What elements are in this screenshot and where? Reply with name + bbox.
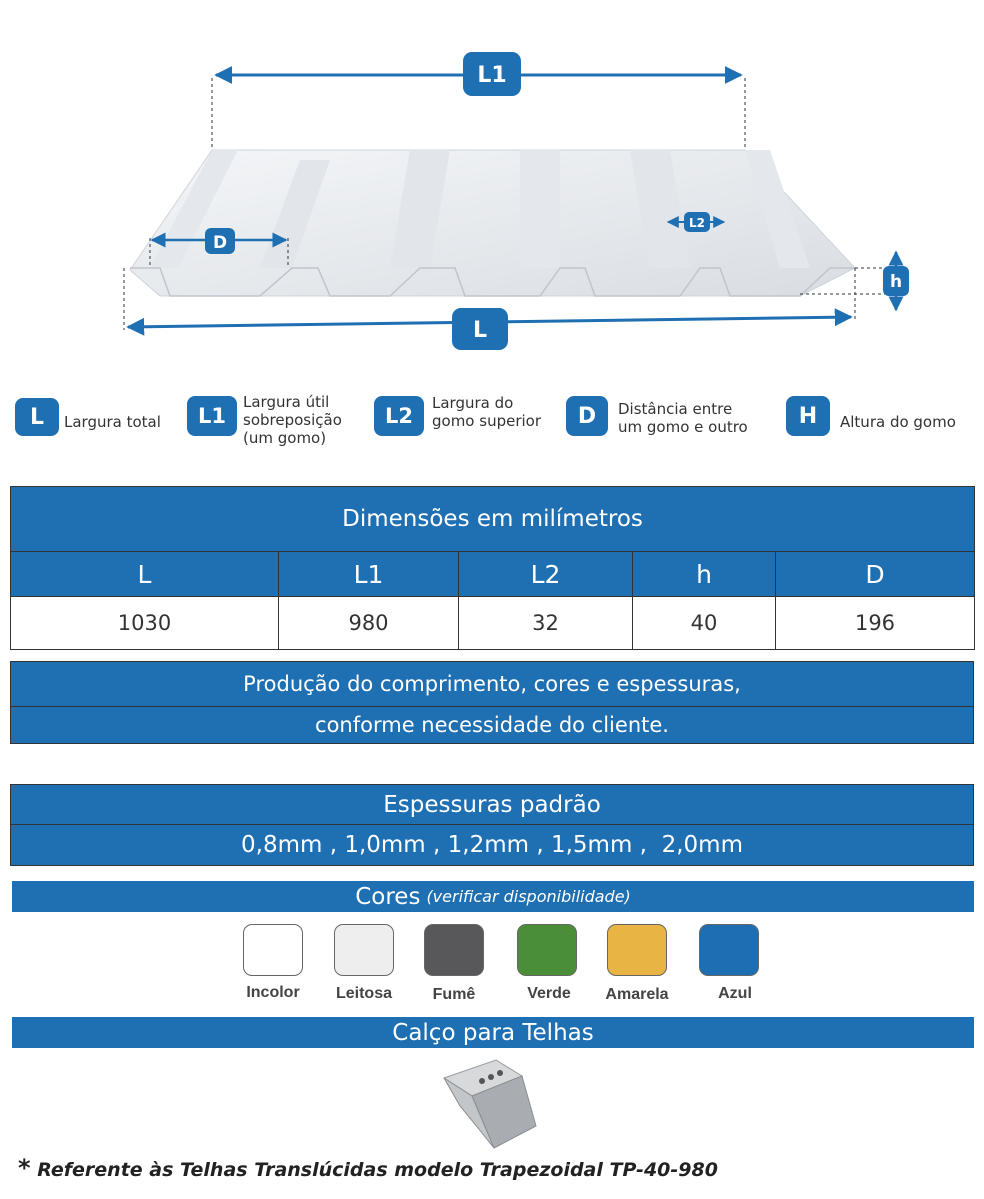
- footnote: [18, 1154, 718, 1182]
- header-l2: L2: [459, 552, 633, 597]
- dimensions-caption: Dimensões em milímetros: [11, 487, 975, 552]
- swatch-label-azul: Azul: [718, 985, 752, 1002]
- legend-badge-l: L: [15, 398, 59, 436]
- dimensions-table: [10, 486, 975, 650]
- spacer-image: [438, 1056, 542, 1156]
- production-note-line2: conforme necessidade do cliente.: [10, 706, 974, 744]
- legend-text-l1: Largura útil sobreposição (um gomo): [243, 393, 342, 447]
- tile-sheet-shape: [130, 150, 855, 296]
- l-badge: L: [472, 318, 488, 343]
- thickness-title: Espessuras padrão: [10, 784, 974, 825]
- l1-badge: L1: [477, 63, 507, 88]
- roof-tile-diagram: [0, 0, 984, 370]
- swatch-azul: [699, 924, 759, 976]
- production-note-line1: Produção do comprimento, cores e espessuras,: [10, 661, 974, 707]
- colors-title: Cores: [355, 883, 421, 910]
- d-badge: D: [212, 233, 228, 253]
- thickness-values: 0,8mm , 1,0mm , 1,2mm , 1,5mm , 2,0mm: [10, 824, 974, 866]
- swatch-incolor: [243, 924, 303, 976]
- header-d: D: [776, 552, 975, 597]
- footnote-star: *: [18, 1154, 31, 1182]
- header-l1: L1: [279, 552, 459, 597]
- swatch-label-amarela: Amarela: [605, 986, 669, 1003]
- swatch-leitosa: [334, 924, 394, 976]
- legend-text-l2: Largura do gomo superior: [432, 394, 542, 430]
- legend-badge-h: H: [786, 396, 830, 436]
- colors-note: (verificar disponibilidade): [426, 887, 631, 906]
- legend-text-d: Distância entre um gomo e outro: [618, 400, 748, 436]
- swatch-fume: [424, 924, 484, 976]
- header-h: h: [633, 552, 776, 597]
- legend-badge-l1: L1: [187, 396, 237, 436]
- swatch-amarela: [607, 924, 667, 976]
- value-l2: 32: [459, 597, 633, 650]
- value-d: 196: [776, 597, 975, 650]
- swatch-label-verde: Verde: [527, 985, 571, 1002]
- header-l: L: [11, 552, 279, 597]
- swatch-label-incolor: Incolor: [246, 984, 300, 1001]
- swatch-label-fume: Fumê: [432, 986, 476, 1003]
- legend-badge-l2: L2: [374, 396, 424, 436]
- value-l: 1030: [11, 597, 279, 650]
- l2-badge: L2: [689, 216, 705, 230]
- colors-title-bar: [12, 881, 974, 912]
- value-h: 40: [633, 597, 776, 650]
- footnote-text: Referente às Telhas Translúcidas modelo Trapezoidal TP-40-980: [37, 1159, 718, 1181]
- swatch-verde: [517, 924, 577, 976]
- legend-badge-d: D: [566, 396, 608, 436]
- swatch-label-leitosa: Leitosa: [335, 985, 392, 1002]
- value-l1: 980: [279, 597, 459, 650]
- legend-text-h: Altura do gomo: [840, 413, 956, 431]
- legend-text-l: Largura total: [64, 413, 161, 431]
- h-badge: h: [889, 272, 903, 292]
- spacer-title: Calço para Telhas: [12, 1017, 974, 1048]
